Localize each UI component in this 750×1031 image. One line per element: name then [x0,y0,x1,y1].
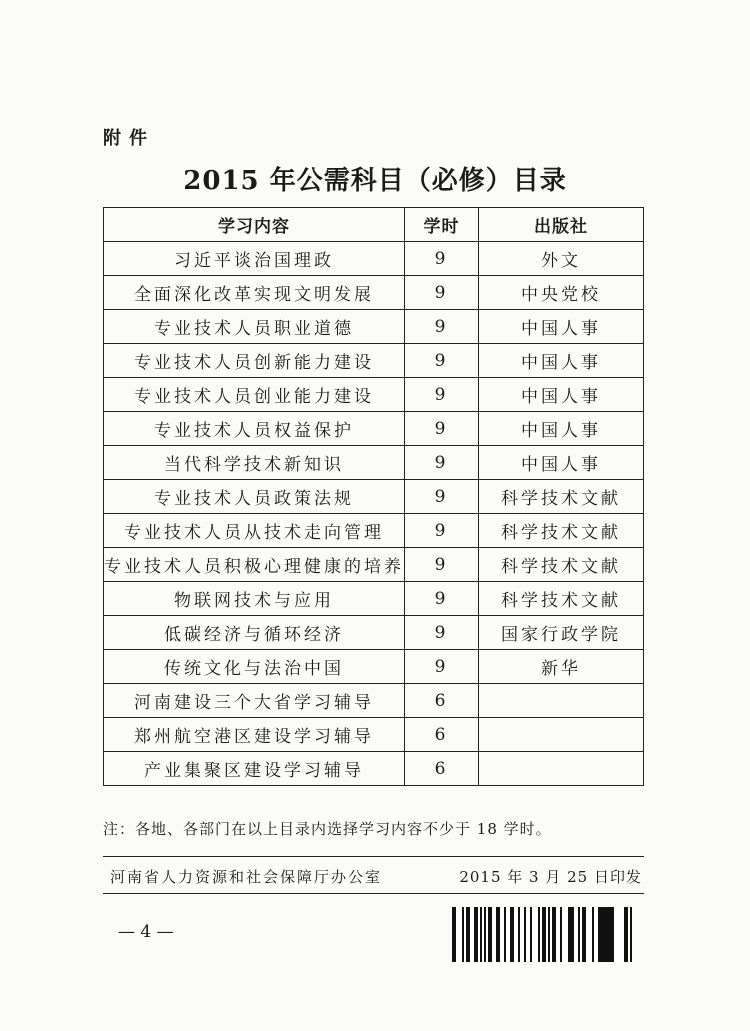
table-row [104,718,644,752]
course-table [103,207,644,786]
table-row [104,378,644,412]
barcode-image [452,907,632,962]
table-row [104,616,644,650]
table-row [104,752,644,786]
hours-cell: 9 [405,276,479,310]
publisher-cell [479,718,644,752]
publisher-cell: 国家行政学院 [479,616,644,650]
publisher-cell [479,684,644,718]
divider-bottom [103,893,644,894]
publisher-cell: 中国人事 [479,310,644,344]
table-row [104,242,644,276]
course-name-cell: 郑州航空港区建设学习辅导 [104,718,405,752]
course-name-cell: 专业技术人员权益保护 [104,412,405,446]
table-row [104,582,644,616]
publisher-cell: 中国人事 [479,412,644,446]
hours-cell: 9 [405,344,479,378]
table-row [104,310,644,344]
course-name-cell: 产业集聚区建设学习辅导 [104,752,405,786]
course-name-cell: 专业技术人员政策法规 [104,480,405,514]
hours-cell: 9 [405,446,479,480]
header-hours: 学时 [405,208,479,242]
publisher-cell: 科学技术文献 [479,480,644,514]
publisher-cell: 中央党校 [479,276,644,310]
course-name-cell: 专业技术人员创业能力建设 [104,378,405,412]
course-name-cell: 专业技术人员创新能力建设 [104,344,405,378]
table-body [104,242,644,786]
footnote: 注：各地、各部门在以上目录内选择学习内容不少于 18 学时。 [103,820,552,838]
header-publisher: 出版社 [479,208,644,242]
issuing-office: 河南省人力资源和社会保障厅办公室 [110,868,383,886]
hours-cell: 9 [405,548,479,582]
page-title: 2015 年公需科目（必修）目录 [183,166,567,196]
publisher-cell: 中国人事 [479,446,644,480]
table-row [104,514,644,548]
hours-cell: 9 [405,310,479,344]
hours-cell: 9 [405,412,479,446]
publisher-cell: 新华 [479,650,644,684]
course-name-cell: 习近平谈治国理政 [104,242,405,276]
table-row [104,650,644,684]
publisher-cell: 中国人事 [479,344,644,378]
course-name-cell: 传统文化与法治中国 [104,650,405,684]
publisher-cell: 科学技术文献 [479,582,644,616]
attachment-label: 附件 [103,128,155,149]
divider-top [103,856,644,857]
course-name-cell: 当代科学技术新知识 [104,446,405,480]
course-name-cell: 专业技术人员职业道德 [104,310,405,344]
hours-cell: 9 [405,616,479,650]
table-row [104,344,644,378]
hours-cell: 9 [405,582,479,616]
table-row [104,412,644,446]
publisher-cell: 科学技术文献 [479,548,644,582]
hours-cell: 9 [405,378,479,412]
hours-cell: 6 [405,684,479,718]
course-name-cell: 河南建设三个大省学习辅导 [104,684,405,718]
table-row [104,480,644,514]
hours-cell: 9 [405,242,479,276]
course-name-cell: 全面深化改革实现文明发展 [104,276,405,310]
hours-cell: 6 [405,718,479,752]
table-row [104,446,644,480]
page-number: — 4 — [118,922,174,942]
publisher-cell: 中国人事 [479,378,644,412]
table-row [104,684,644,718]
table-row [104,276,644,310]
publisher-cell: 科学技术文献 [479,514,644,548]
hours-cell: 9 [405,514,479,548]
course-name-cell: 专业技术人员积极心理健康的培养 [104,548,405,582]
hours-cell: 9 [405,650,479,684]
publisher-cell [479,752,644,786]
publisher-cell: 外文 [479,242,644,276]
issue-date: 2015 年 3 月 25 日印发 [459,868,642,886]
course-name-cell: 专业技术人员从技术走向管理 [104,514,405,548]
table-header-row [104,208,644,242]
table-row [104,548,644,582]
hours-cell: 9 [405,480,479,514]
header-content: 学习内容 [104,208,405,242]
barcode-bar [630,907,632,962]
course-name-cell: 低碳经济与循环经济 [104,616,405,650]
course-name-cell: 物联网技术与应用 [104,582,405,616]
hours-cell: 6 [405,752,479,786]
